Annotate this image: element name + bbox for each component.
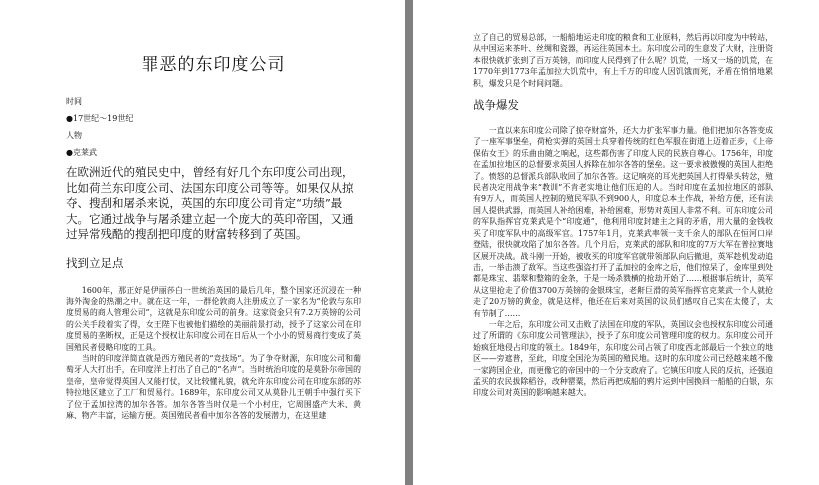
document-title: 罪恶的东印度公司 [141, 55, 286, 75]
body-paragraph: 一年之后，东印度公司又击败了法国在印度的军队，英国议会也授权东印度公司通过了所谓的《东印度公司管理法》，授予了东印度公司管理印度的权力。东印度公司开始疯狂地侵占印度的领土。1849年，东印度公司占领了印度西北部最后一个独立的地区——旁遮普，至此，印度全国沦为英国的殖民地。这时的东印度公司已经越来越不像一家跨国企业，而更像它的帝国中的一个分支政府了。它镇压印度人民的反抗，还强迫孟买的农民拔除稻谷，改种罂粟，然后再把成船的鸦片运到中国换回一船船的白银，东印度公司对英国的影响越来越大。 [473, 319, 773, 398]
page-divider [405, 0, 413, 485]
meta-time-label: 时间 [66, 97, 82, 106]
body-paragraph: 当时的印度洋简直就是西方殖民者的“竞技场”。为了争夺财源，东印度公司和葡萄牙人大打出手，在印度洋上打出了自己的“名声”。当时统治印度的是莫卧尔帝国的皇帝，皇帝觉得英国人又能打仗，又比较懂礼貌，就允许东印度公司在印度东部的苏特拉地区建立了工厂和贸易行。1689年，东印度公司又从莫卧儿王朝手中强行买下了位于孟加拉湾的加尔各答。加尔各答当时仅是一个小村庄，它周围盛产大米、黄麻、物产丰富，运输方便。英国殖民者看中加尔各答的发展潜力，在这里建 [66, 353, 361, 420]
meta-person-value: ●克莱武 [66, 148, 97, 157]
document-page-right [413, 0, 819, 485]
meta-person-label: 人物 [66, 131, 82, 140]
continued-paragraph: 立了自己的贸易总部，一船船地运走印度的粮食和工业原料，然后再以印度为中转站，从中国运来茶叶、丝绸和瓷器，再运往英国本土。东印度公司的生意发了大财，注册资本很快就扩张到了百万英镑，而印度人民得到了什么呢？饥荒，一场又一场的饥荒，在1770年到1773年孟加拉大饥荒中，有上千万的印度人因饥饿而死，矛盾在悄悄地累积，爆发只是个时间问题。 [473, 33, 773, 88]
intro-paragraph: 在欧洲近代的殖民史中，曾经有好几个东印度公司出现，比如荷兰东印度公司、法国东印度公司等等。如果仅从掠夺、搜刮和屠杀来说，英国的东印度公司肯定“功绩”最大。它通过战争与屠杀建立起一个庞大的英印帝国，又通过异常残酷的搜刮把印度的财富转移到了英国。 [66, 165, 354, 241]
body-paragraph: 一直以来东印度公司除了掠夺财富外，还大力扩张军事力量。他们把加尔各答变成了一座军事堡垒，荷枪实弹的英国士兵穿着传统的红色军服在街道上迈着正步，《上帝保佑女王》的乐曲由随之响起，这些都伤害了印度人民的民族自尊心。1756年，印度在孟加拉地区的总督要求英国人拆除在加尔各答的堡垒。这一要求被傲慢的英国人拒绝了。愤怒的总督派兵部队收回了加尔各答。这记响亮的耳光把英国人打得晕头转忿，殖民者决定用战争来“教训”不肯老实地让他们压迫的人。当时印度在孟加拉地区的部队有9万人，而英国人控制的殖民军队不到900人，印度总本土作战，补给方便，还有法国人提供武器，而英国人补给困难，补给困难，形势对英国人非常不利。可东印度公司的军队指挥官克莱武是个“印度通”，他利用印度封建主之间的矛盾，用大量的金钱收买了印度军队中的高级军官。1757年1月，克莱武率领一支千余人的部队在恒河口岸登陆，很快就攻陷了加尔各答。几个月后，克莱武的部队和印度的7万大军在普拉赛地区展开决战。战斗刚一开始，被收买的印度军官就带领部队向后撤退，英军趁机发动追击，一举击溃了敌军。当这些强盗打开了孟加拉的金库之后，他们惊呆了，金库里到处都是珠宝、翡翠和整箱的金条，于是一场杀戮横的抢劫开始了……根据事后统计，英军从这里抢走了价值3700万英镑的金银珠宝，老鼾巨滑的英军指挥官克莱武一个人就抢走了20万镑的黄金，就是这样，他还在后来对英国的议员们感叹自己实在太傻了，太有节制了…… [473, 126, 773, 318]
section-heading-war: 战争爆发 [473, 98, 519, 113]
meta-time-value: ●17世纪～19世纪 [66, 114, 134, 123]
document-page-left [0, 0, 405, 485]
section-heading-foothold: 找到立足点 [66, 255, 124, 270]
body-paragraph: 1600年，那正好是伊丽莎白一世统治英国的最后几年，整个国家还沉浸在一种海外淘金的热潮之中。就在这一年，一群伦敦商人注册成立了一家名为“伦敦与东印度贸易的商人管理公司”，这就是东印度公司的前身。这家资金只有7.2万英镑的公司的公关手段着实了得，女王陛下也被他们描绘的美丽前景打动，授予了这家公司在印度贸易的垄断权，正是这个授权让东印度公司在日后从一个小小的贸易商行变成了英国殖民者侵略印度的工具。 [66, 285, 361, 352]
